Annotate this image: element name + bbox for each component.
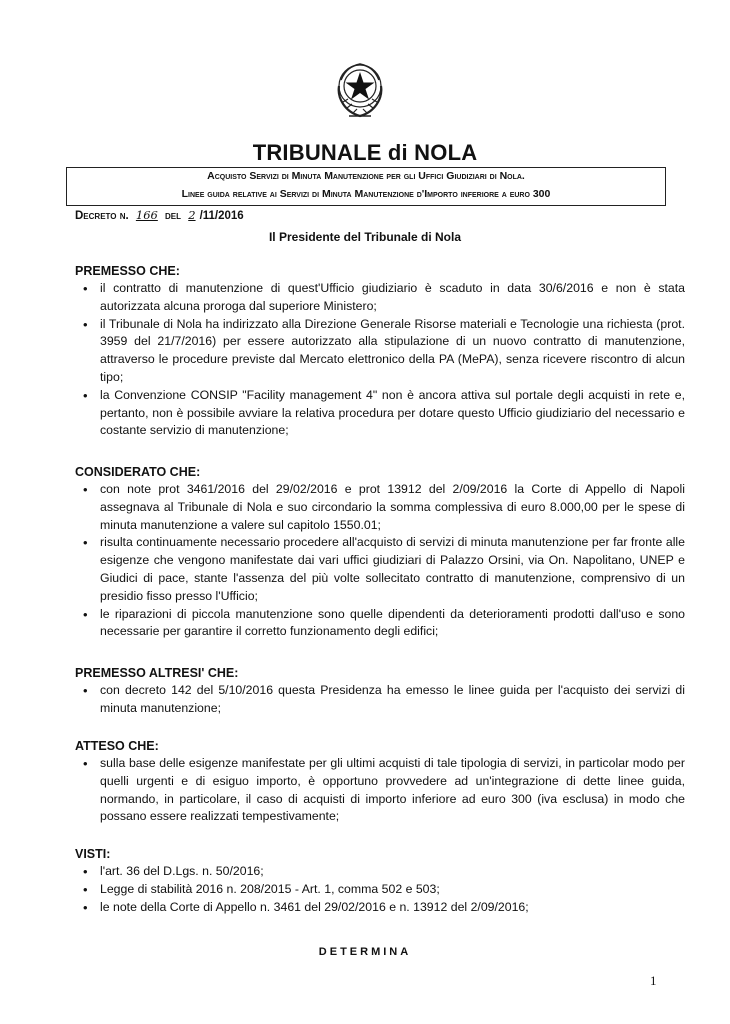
determina-heading: DETERMINA	[318, 946, 412, 958]
list-item: • Legge di stabilità 2016 n. 208/2015 - Art. 1, comma 502 e 503;	[75, 881, 685, 899]
section-heading: PREMESSO ALTRESI' CHE:	[75, 666, 239, 680]
decree-label: Decreto n.	[75, 210, 129, 222]
page-number: 1	[650, 973, 657, 988]
list-item: • il contratto di manutenzione di quest'Ufficio giudiziario è scaduto in data 30/6/2016 e non è stata autorizzata alcuna proroga dal superiore Ministero;	[75, 280, 685, 316]
section-heading: ATTESO CHE:	[75, 739, 159, 753]
section-heading: CONSIDERATO CHE:	[75, 465, 201, 479]
subject-line-2: Linee guida relative ai Servizi di Minuta Manutenzione d'Importo inferiore a euro 300	[181, 188, 551, 200]
subject-box	[66, 167, 666, 205]
list-item: • la Convenzione CONSIP "Facility management 4" non è ancora attiva sul portale degli acquisti in rete e, pertanto, non è possibile avviare la relativa procedura per dotare questo Ufficio giudiziario del necessario e costante servizio di manutenzione;	[75, 387, 685, 440]
list-item: • con note prot 3461/2016 del 29/02/2016 e prot 13912 del 2/09/2016 la Corte di Appello di Napoli assegnava al Tribunale di Nola e suo circondario la somma complessiva di euro 8.000,00 per le spese di minuta manutenzione a valere sul capitolo 1550.01;	[75, 481, 685, 534]
subject-divider	[66, 205, 666, 206]
section-atteso	[75, 737, 685, 826]
section-considerato	[75, 463, 685, 641]
section-premesso-altresi	[75, 664, 685, 718]
list-item: • il Tribunale di Nola ha indirizzato alla Direzione Generale Risorse materiali e Tecnologie una richiesta (prot. 3959 del 21/7/2016) per essere autorizzato alla stipulazione di un nuovo contratto di manutenzione, attraverso le procedure previste dal Mercato elettronico della PA (MePA), senza ricevere riscontro di alcun tipo;	[75, 316, 685, 387]
decree-day: 2	[188, 208, 196, 222]
section-heading: PREMESSO CHE:	[75, 264, 180, 278]
list-item: • le riparazioni di piccola manutenzione sono quelle dipendenti da deterioramenti prodotti dall'uso e sono necessarie per garantire il corretto funzionamento degli edifici;	[75, 606, 685, 642]
decree-line	[75, 208, 244, 222]
decree-del-label: del	[165, 210, 182, 222]
section-visti	[75, 845, 685, 916]
list-item: • sulla base delle esigenze manifestate per gli ultimi acquisti di tale tipologia di servizi, in particolar modo per quelli urgenti e di esiguo importo, è opportuno provvedere ad un'integrazione di dette linee guida, normando, in particolare, il caso di acquisti di importo inferiore ad euro 300 (iva esclusa) in modo che possano essere realizzati tempestivamente;	[75, 755, 685, 826]
list-item: • l'art. 36 del D.Lgs. n. 50/2016;	[75, 863, 685, 881]
subject-line-1: Acquisto Servizi di Minuta Manutenzione per gli Uffici Giudiziari di Nola.	[207, 170, 525, 182]
decree-number: 166	[135, 208, 158, 222]
section-premesso	[75, 262, 685, 440]
list-item: • le note della Corte di Appello n. 3461 del 29/02/2016 e n. 13912 del 2/09/2016;	[75, 899, 685, 917]
president-heading: Il Presidente del Tribunale di Nola	[268, 230, 462, 244]
decree-month-year: /11/2016	[199, 210, 244, 222]
court-title: TRIBUNALE di NOLA	[252, 140, 478, 165]
italian-republic-emblem-icon	[331, 58, 389, 120]
list-item: • risulta continuamente necessario procedere all'acquisto di servizi di minuta manutenzione per far fronte alle esigenze che vengono manifestate dai vari uffici giudiziari di Palazzo Orsini, via On. Napolitano, UNEP e Giudici di pace, stante l'assenza del più volte sollecitato contratto di manutenzione, comprensivo di un presidio fisso presso l'Ufficio;	[75, 534, 685, 605]
list-item: • con decreto 142 del 5/10/2016 questa Presidenza ha emesso le linee guida per l'acquisto dei servizi di minuta manutenzione;	[75, 682, 685, 718]
section-heading: VISTI:	[75, 847, 111, 861]
